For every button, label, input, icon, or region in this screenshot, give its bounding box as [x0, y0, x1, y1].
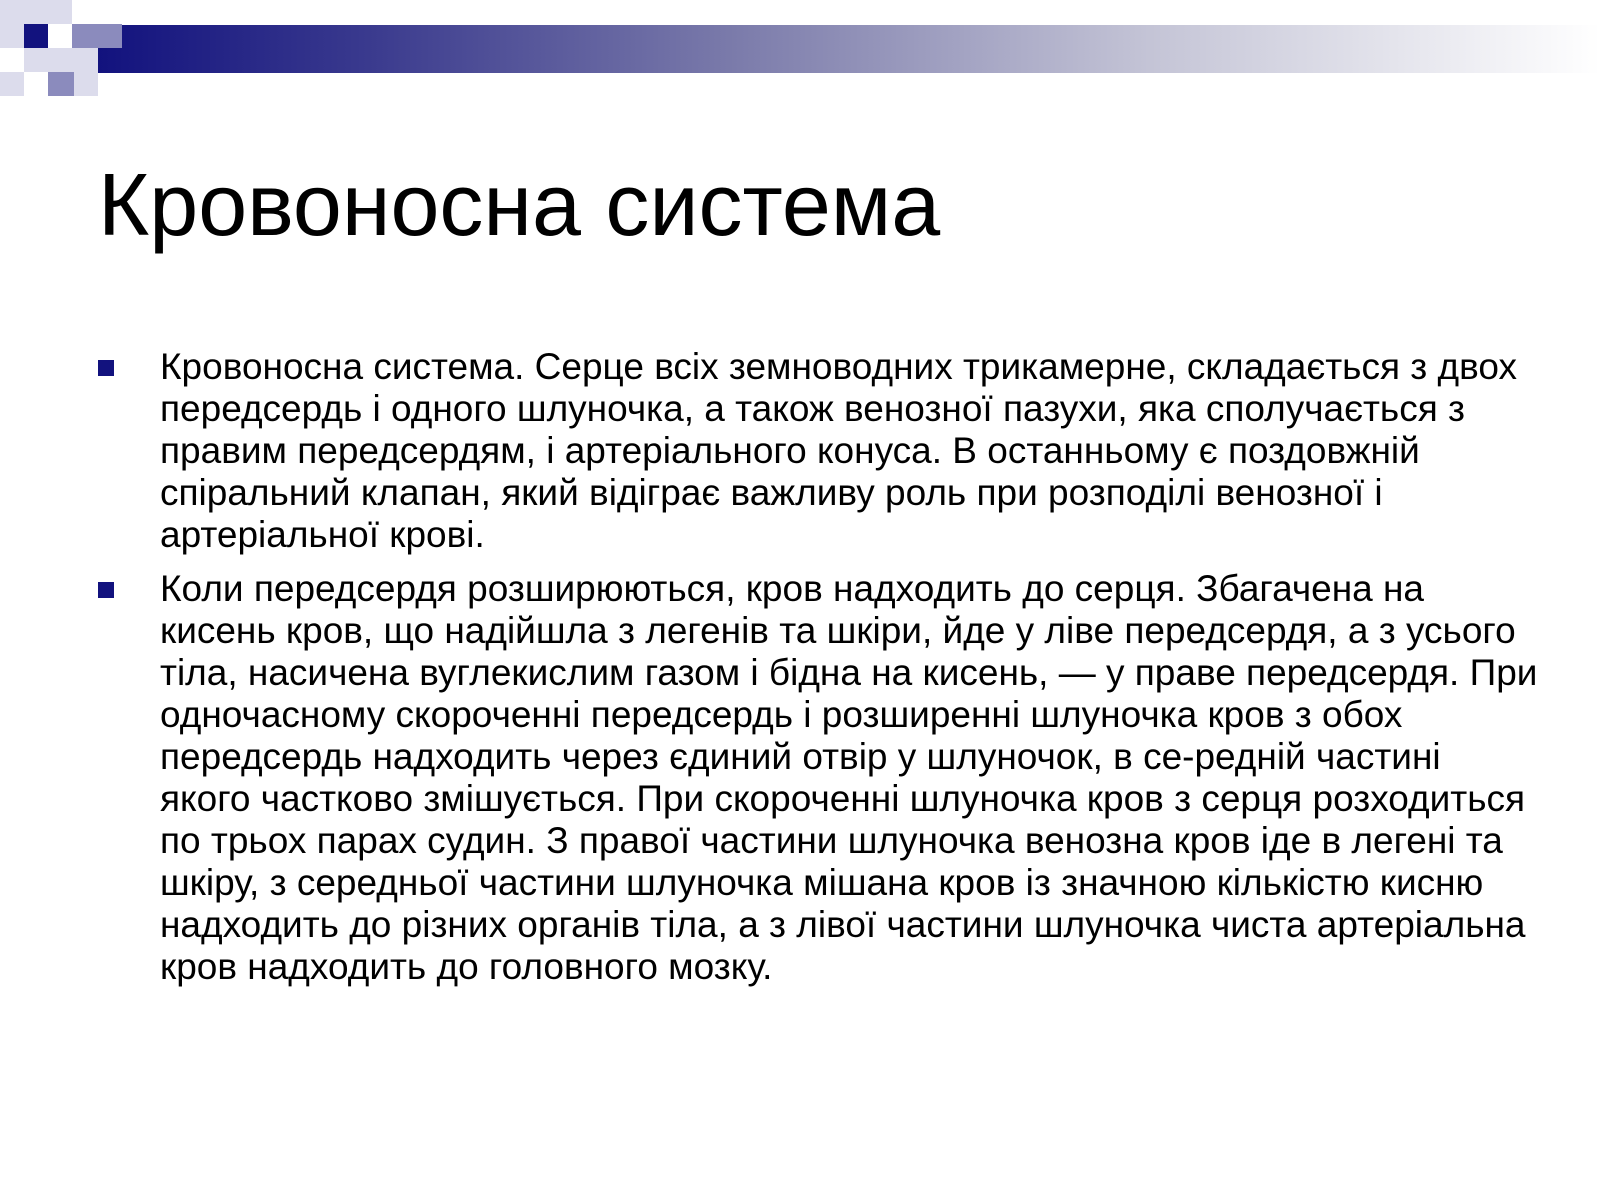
bullet-list — [98, 346, 1538, 1000]
bullet-text: Коли передсердя розширюються, кров надходить до серця. Збагачена на кисень кров, що надійшла з легенів та шкіри, йде у ліве передсердя, а з усього тіла, насичена вуглекислим газом і бідна на кисень, — у праве передсердя. При одночасному скороченні передсердь і розширенні шлуночка кров з обох передсердь надходить через єдиний отвір у шлуночок, в се-редній частині якого частково змішується. При скороченні шлуночка кров з серця розходиться по трьох парах судин. З правої частини шлуночка венозна кров іде в легені та шкіру, з середньої частини шлуночка мішана кров із значною кількістю кисню надходить до різних органів тіла, а з лівої частини шлуночка чиста артеріальна кров надходить до головного мозку. — [160, 568, 1538, 987]
decor-square — [72, 0, 98, 24]
slide-title: Кровоносна система — [98, 155, 941, 254]
decor-square — [0, 48, 24, 72]
decor-square — [24, 72, 48, 96]
bullet-item — [98, 346, 1538, 556]
bullet-item — [98, 568, 1538, 988]
bullet-text: Кровоносна система. Серце всіх земноводних трикамерне, складається з двох передсердь і одного шлуночка, а також венозної пазухи, яка сполучається з правим передсердям, і артеріального конуса. В останньому є поздовжній спіральний клапан, який відіграє важливу роль при розподілі венозної і артеріальної крові. — [160, 346, 1518, 555]
decor-square — [98, 0, 122, 25]
decor-square — [48, 72, 74, 96]
decor-square — [48, 24, 72, 48]
decor-square — [24, 24, 48, 48]
square-bullet-icon — [98, 582, 114, 598]
header-gradient-band — [98, 25, 1600, 73]
square-bullet-icon — [98, 360, 114, 376]
decor-square — [72, 24, 122, 48]
